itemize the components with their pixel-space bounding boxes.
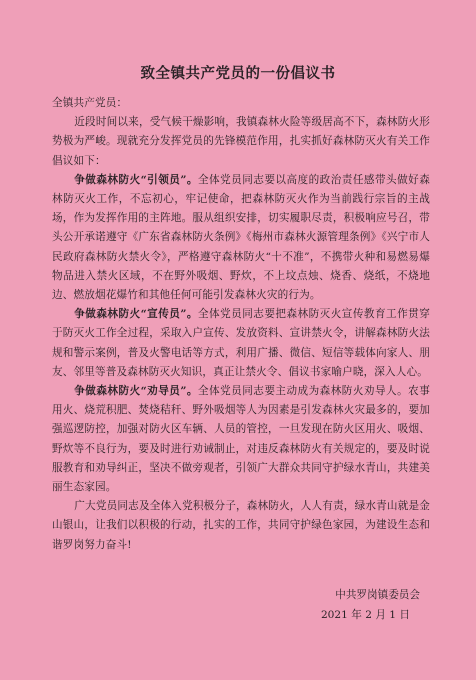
section-text-publicity: 全体党员同志要把森林防灭火宣传教育工作贯穿于防灭火工作全过程，采取入户宣传、发放资料、宣讲禁火令，讲解森林防火法规和警示案例，普及火警电话等方式，利用广播、微信、短信等载体向家人、朋友、邻里等普及森林防灭火知识，真正让禁火令、倡议书家喻户晓，深入人心。: [52, 308, 430, 378]
section-text-leader: 全体党员同志要以高度的政治责任感带头做好森林防灭火工作，不忘初心，牢记使命，把森林防灭火作为当前践行宗旨的主战场，作为发挥作用的主阵地。服从组织安排，切实履职尽责，积极响应号召，带头公开承诺遵守《广东省森林防火条例》《梅州市森林火源管理条例》《兴宁市人民政府森林防火禁火令》，严格遵守森林防火“十不准”，不携带火种和易燃易爆物品进入禁火区域，不在野外吸烟、野炊，不上坟点烛、烧香、烧纸，不烧地边、燃放烟花爆竹和其他任何可能引发森林火灾的行为。: [52, 173, 430, 302]
section-lead-publicity: 争做森林防火“宣传员”。: [74, 308, 198, 321]
section-paragraph-leader: [52, 171, 430, 305]
signature-org: 中共罗岗镇委员会: [335, 589, 420, 601]
document-body: [52, 94, 430, 555]
signature-block: [321, 585, 420, 625]
section-paragraph-publicity: [52, 305, 430, 382]
document-title: 致全镇共产党员的一份倡议书: [140, 65, 336, 82]
closing-paragraph: 广大党员同志及全体入党积极分子，森林防火，人人有责，绿水青山就是金山银山，让我们以积极的行动，扎实的工作，共同守护绿色家园，为建设生态和谐罗岗努力奋斗!: [52, 500, 430, 551]
salutation: 全镇共产党员：: [52, 97, 128, 109]
section-lead-leader: 争做森林防火“引领员”。: [74, 173, 198, 186]
signature-date: 2021 年 2 月 1 日: [320, 609, 410, 621]
intro-paragraph: 近段时间以来，受气候干燥影响，我镇森林火险等级居高不下，森林防火形势极为严峻。现就充分发挥党员的先锋模范作用，扎实抓好森林防灭火有关工作倡议如下：: [52, 116, 430, 167]
section-paragraph-persuader: [52, 382, 430, 497]
section-lead-persuader: 争做森林防火“劝导员”。: [74, 385, 198, 398]
section-text-persuader: 全体党员同志要主动成为森林防火劝导人。农事用火、烧荒积肥、焚烧秸秆、野外吸烟等人为因素是引发森林火灾最多的，要加强巡逻防控，加强对防火区车辆、人员的管控，一旦发现在防火区用火、吸烟、野炊等不良行为，要及时进行劝诫制止，对违反森林防火有关规定的，要及时说服教育和劝导纠正，坚决不做旁观者，引领广大群众共同守护绿水青山，共建美丽生态家园。: [52, 385, 430, 494]
